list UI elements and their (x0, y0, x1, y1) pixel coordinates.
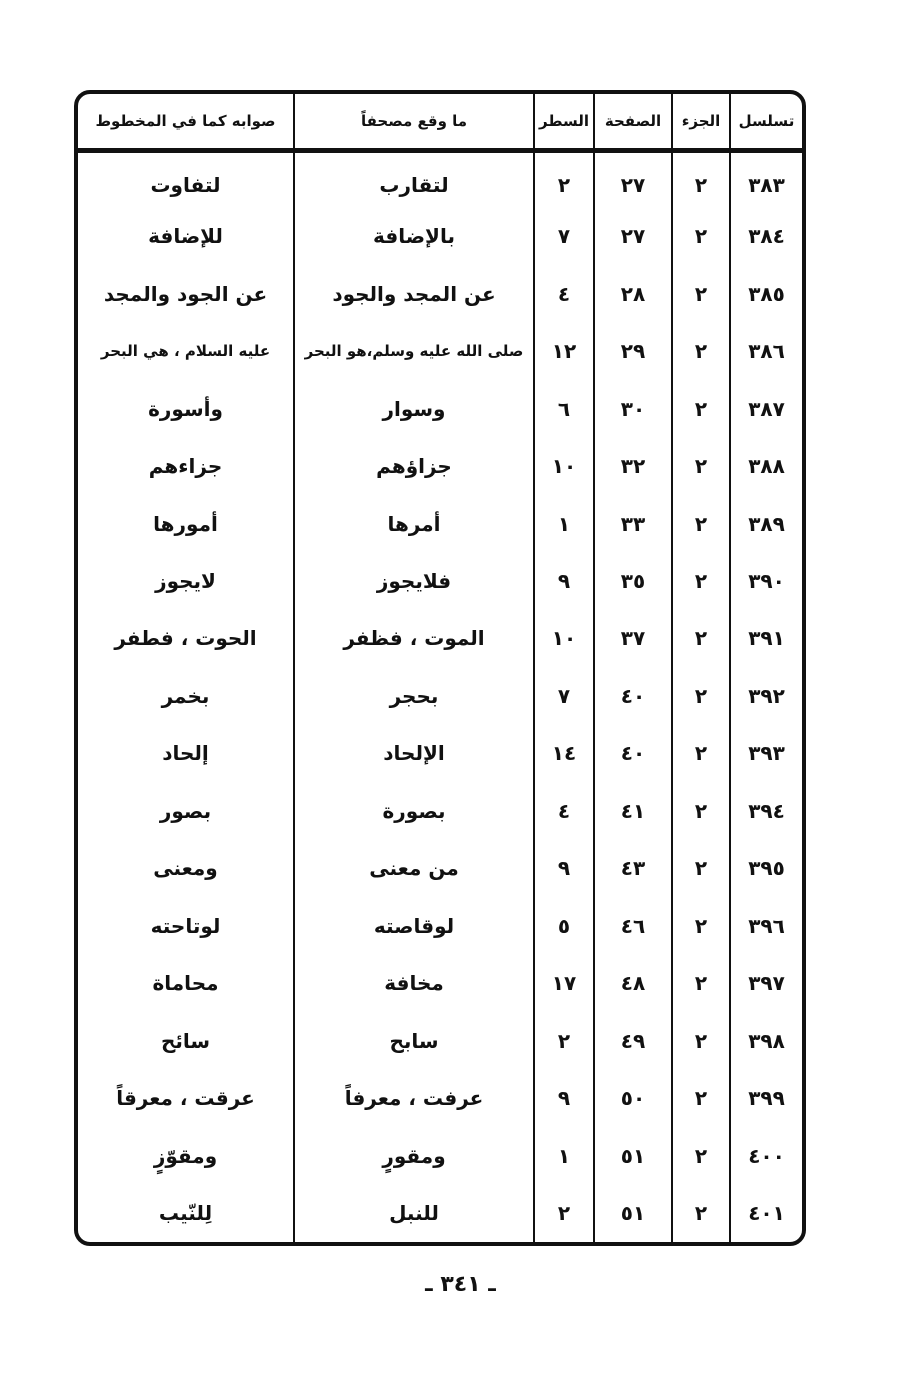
cell-page: ٤٣ (594, 840, 672, 897)
cell-page: ٤٩ (594, 1012, 672, 1069)
cell-line: ٤ (534, 265, 594, 322)
cell-right: بخمر (161, 683, 210, 708)
cell-part: ٢ (672, 667, 730, 724)
cell-part: ٢ (672, 840, 730, 897)
cell-wrong: ومقورٍ (294, 1127, 534, 1184)
cell-line: ١٠ (534, 610, 594, 667)
cell-page: ٢٩ (594, 322, 672, 379)
header-seq: تسلسل (730, 94, 802, 150)
cell-right: أمورها (153, 511, 218, 536)
cell-line: ٧ (534, 667, 594, 724)
cell-seq: ٤٠٠ (730, 1127, 802, 1184)
cell-page: ٣٥ (594, 552, 672, 609)
cell-page: ٥٠ (594, 1070, 672, 1127)
cell-part: ٢ (672, 782, 730, 839)
cell-part: ٢ (672, 897, 730, 954)
table-row (78, 495, 802, 552)
cell-wrong: للنبل (294, 1184, 534, 1242)
cell-line: ٧ (534, 207, 594, 264)
cell-right: عرقت ، معرقاً (116, 1086, 255, 1111)
cell-wrong: بصورة (294, 782, 534, 839)
table-row (78, 380, 802, 437)
cell-seq: ٣٩٧ (730, 955, 802, 1012)
cell-right: ومقوّزٍ (153, 1143, 218, 1168)
cell-right: وأسورة (148, 396, 223, 421)
header-row (78, 94, 802, 150)
cell-line: ١٢ (534, 322, 594, 379)
cell-wrong: لوقاصته (294, 897, 534, 954)
cell-line: ٩ (534, 552, 594, 609)
cell-page: ٤٨ (594, 955, 672, 1012)
cell-wrong: لتقارب (294, 150, 534, 207)
cell-seq: ٣٩٠ (730, 552, 802, 609)
cell-line: ٢ (534, 150, 594, 207)
cell-wrong: وسوار (294, 380, 534, 437)
cell-page: ٢٧ (594, 150, 672, 207)
table-row (78, 150, 802, 207)
cell-line: ١ (534, 1127, 594, 1184)
cell-right: بصور (159, 798, 212, 823)
cell-right: لوتاحته (150, 913, 221, 938)
cell-part: ٢ (672, 207, 730, 264)
cell-line: ٦ (534, 380, 594, 437)
header-part: الجزء (672, 94, 730, 150)
cell-wrong: مخافة (294, 955, 534, 1012)
cell-seq: ٣٩٤ (730, 782, 802, 839)
header-right: صوابه كما في المخطوط (78, 94, 294, 150)
cell-right: جزاءهم (148, 454, 223, 479)
cell-part: ٢ (672, 610, 730, 667)
cell-line: ٢ (534, 1184, 594, 1242)
table-row (78, 1184, 802, 1242)
cell-seq: ٣٨٣ (730, 150, 802, 207)
cell-part: ٢ (672, 495, 730, 552)
table-row (78, 1070, 802, 1127)
cell-page: ٣٧ (594, 610, 672, 667)
cell-page: ٣٠ (594, 380, 672, 437)
cell-page: ٣٣ (594, 495, 672, 552)
cell-wrong: صلى الله عليه وسلم،هو البحر (294, 322, 534, 379)
cell-part: ٢ (672, 437, 730, 494)
header-line: السطر (534, 94, 594, 150)
cell-part: ٢ (672, 150, 730, 207)
cell-line: ١٧ (534, 955, 594, 1012)
cell-page: ٤٦ (594, 897, 672, 954)
cell-seq: ٣٩٢ (730, 667, 802, 724)
cell-wrong: الإلحاد (294, 725, 534, 782)
table-row (78, 955, 802, 1012)
cell-right: عن الجود والمجد (103, 281, 268, 306)
cell-page: ٤١ (594, 782, 672, 839)
header-page: الصفحة (594, 94, 672, 150)
table-row (78, 610, 802, 667)
cell-right: سائح (160, 1028, 211, 1053)
table-row (78, 897, 802, 954)
cell-line: ٥ (534, 897, 594, 954)
cell-wrong: من معنى (294, 840, 534, 897)
cell-wrong: بالإضافة (294, 207, 534, 264)
cell-part: ٢ (672, 1012, 730, 1069)
cell-wrong: عن المجد والجود (294, 265, 534, 322)
cell-line: ١٤ (534, 725, 594, 782)
cell-seq: ٣٩٩ (730, 1070, 802, 1127)
cell-line: ١ (534, 495, 594, 552)
cell-part: ٢ (672, 322, 730, 379)
header-wrong: ما وقع مصحفاً (294, 94, 534, 150)
table-row (78, 725, 802, 782)
cell-right: لتفاوت (150, 172, 221, 197)
table-row (78, 437, 802, 494)
table-row (78, 840, 802, 897)
cell-line: ٤ (534, 782, 594, 839)
cell-seq: ٣٨٤ (730, 207, 802, 264)
cell-line: ٢ (534, 1012, 594, 1069)
table-row (78, 782, 802, 839)
table-row (78, 1127, 802, 1184)
page-number: ـ ٣٤١ ـ (425, 1272, 496, 1297)
cell-right: لِلنّيب (158, 1201, 213, 1226)
cell-page: ٥١ (594, 1127, 672, 1184)
cell-page: ٥١ (594, 1184, 672, 1242)
cell-wrong: الموت ، فظفر (294, 610, 534, 667)
table-row (78, 322, 802, 379)
cell-part: ٢ (672, 380, 730, 437)
cell-right: لايجوز (155, 569, 216, 594)
cell-seq: ٣٨٨ (730, 437, 802, 494)
cell-wrong: فلايجوز (294, 552, 534, 609)
cell-seq: ٣٨٩ (730, 495, 802, 552)
cell-page: ٤٠ (594, 667, 672, 724)
cell-page: ٤٠ (594, 725, 672, 782)
errata-table (78, 94, 802, 1242)
cell-right: للإضافة (148, 224, 223, 249)
cell-wrong: عرفت ، معرفاً (294, 1070, 534, 1127)
cell-wrong: أمرها (294, 495, 534, 552)
errata-table-frame (74, 90, 806, 1246)
cell-line: ١٠ (534, 437, 594, 494)
cell-wrong: سابح (294, 1012, 534, 1069)
cell-seq: ٣٩٣ (730, 725, 802, 782)
table-row (78, 207, 802, 264)
cell-right: محاماة (152, 971, 219, 996)
table-body (78, 150, 802, 1242)
cell-page: ٢٧ (594, 207, 672, 264)
cell-part: ٢ (672, 1070, 730, 1127)
cell-right: عليه السلام ، هي البحر (100, 342, 271, 361)
cell-seq: ٣٨٦ (730, 322, 802, 379)
cell-seq: ٣٩٥ (730, 840, 802, 897)
cell-line: ٩ (534, 840, 594, 897)
cell-page: ٣٢ (594, 437, 672, 494)
cell-part: ٢ (672, 1127, 730, 1184)
cell-right: ومعنى (153, 856, 218, 881)
cell-seq: ٣٨٧ (730, 380, 802, 437)
cell-part: ٢ (672, 725, 730, 782)
table-row (78, 1012, 802, 1069)
table-row (78, 265, 802, 322)
cell-seq: ٤٠١ (730, 1184, 802, 1242)
cell-part: ٢ (672, 955, 730, 1012)
table-header (78, 94, 802, 150)
cell-seq: ٣٩٦ (730, 897, 802, 954)
cell-part: ٢ (672, 552, 730, 609)
table-row (78, 552, 802, 609)
cell-part: ٢ (672, 265, 730, 322)
cell-line: ٩ (534, 1070, 594, 1127)
cell-seq: ٣٨٥ (730, 265, 802, 322)
table-row (78, 667, 802, 724)
cell-seq: ٣٩١ (730, 610, 802, 667)
cell-part: ٢ (672, 1184, 730, 1242)
cell-right: إلحاد (162, 741, 209, 766)
cell-right: الحوت ، فطفر (114, 626, 257, 651)
cell-seq: ٣٩٨ (730, 1012, 802, 1069)
cell-page: ٢٨ (594, 265, 672, 322)
cell-wrong: جزاؤهم (294, 437, 534, 494)
cell-wrong: بحجر (294, 667, 534, 724)
